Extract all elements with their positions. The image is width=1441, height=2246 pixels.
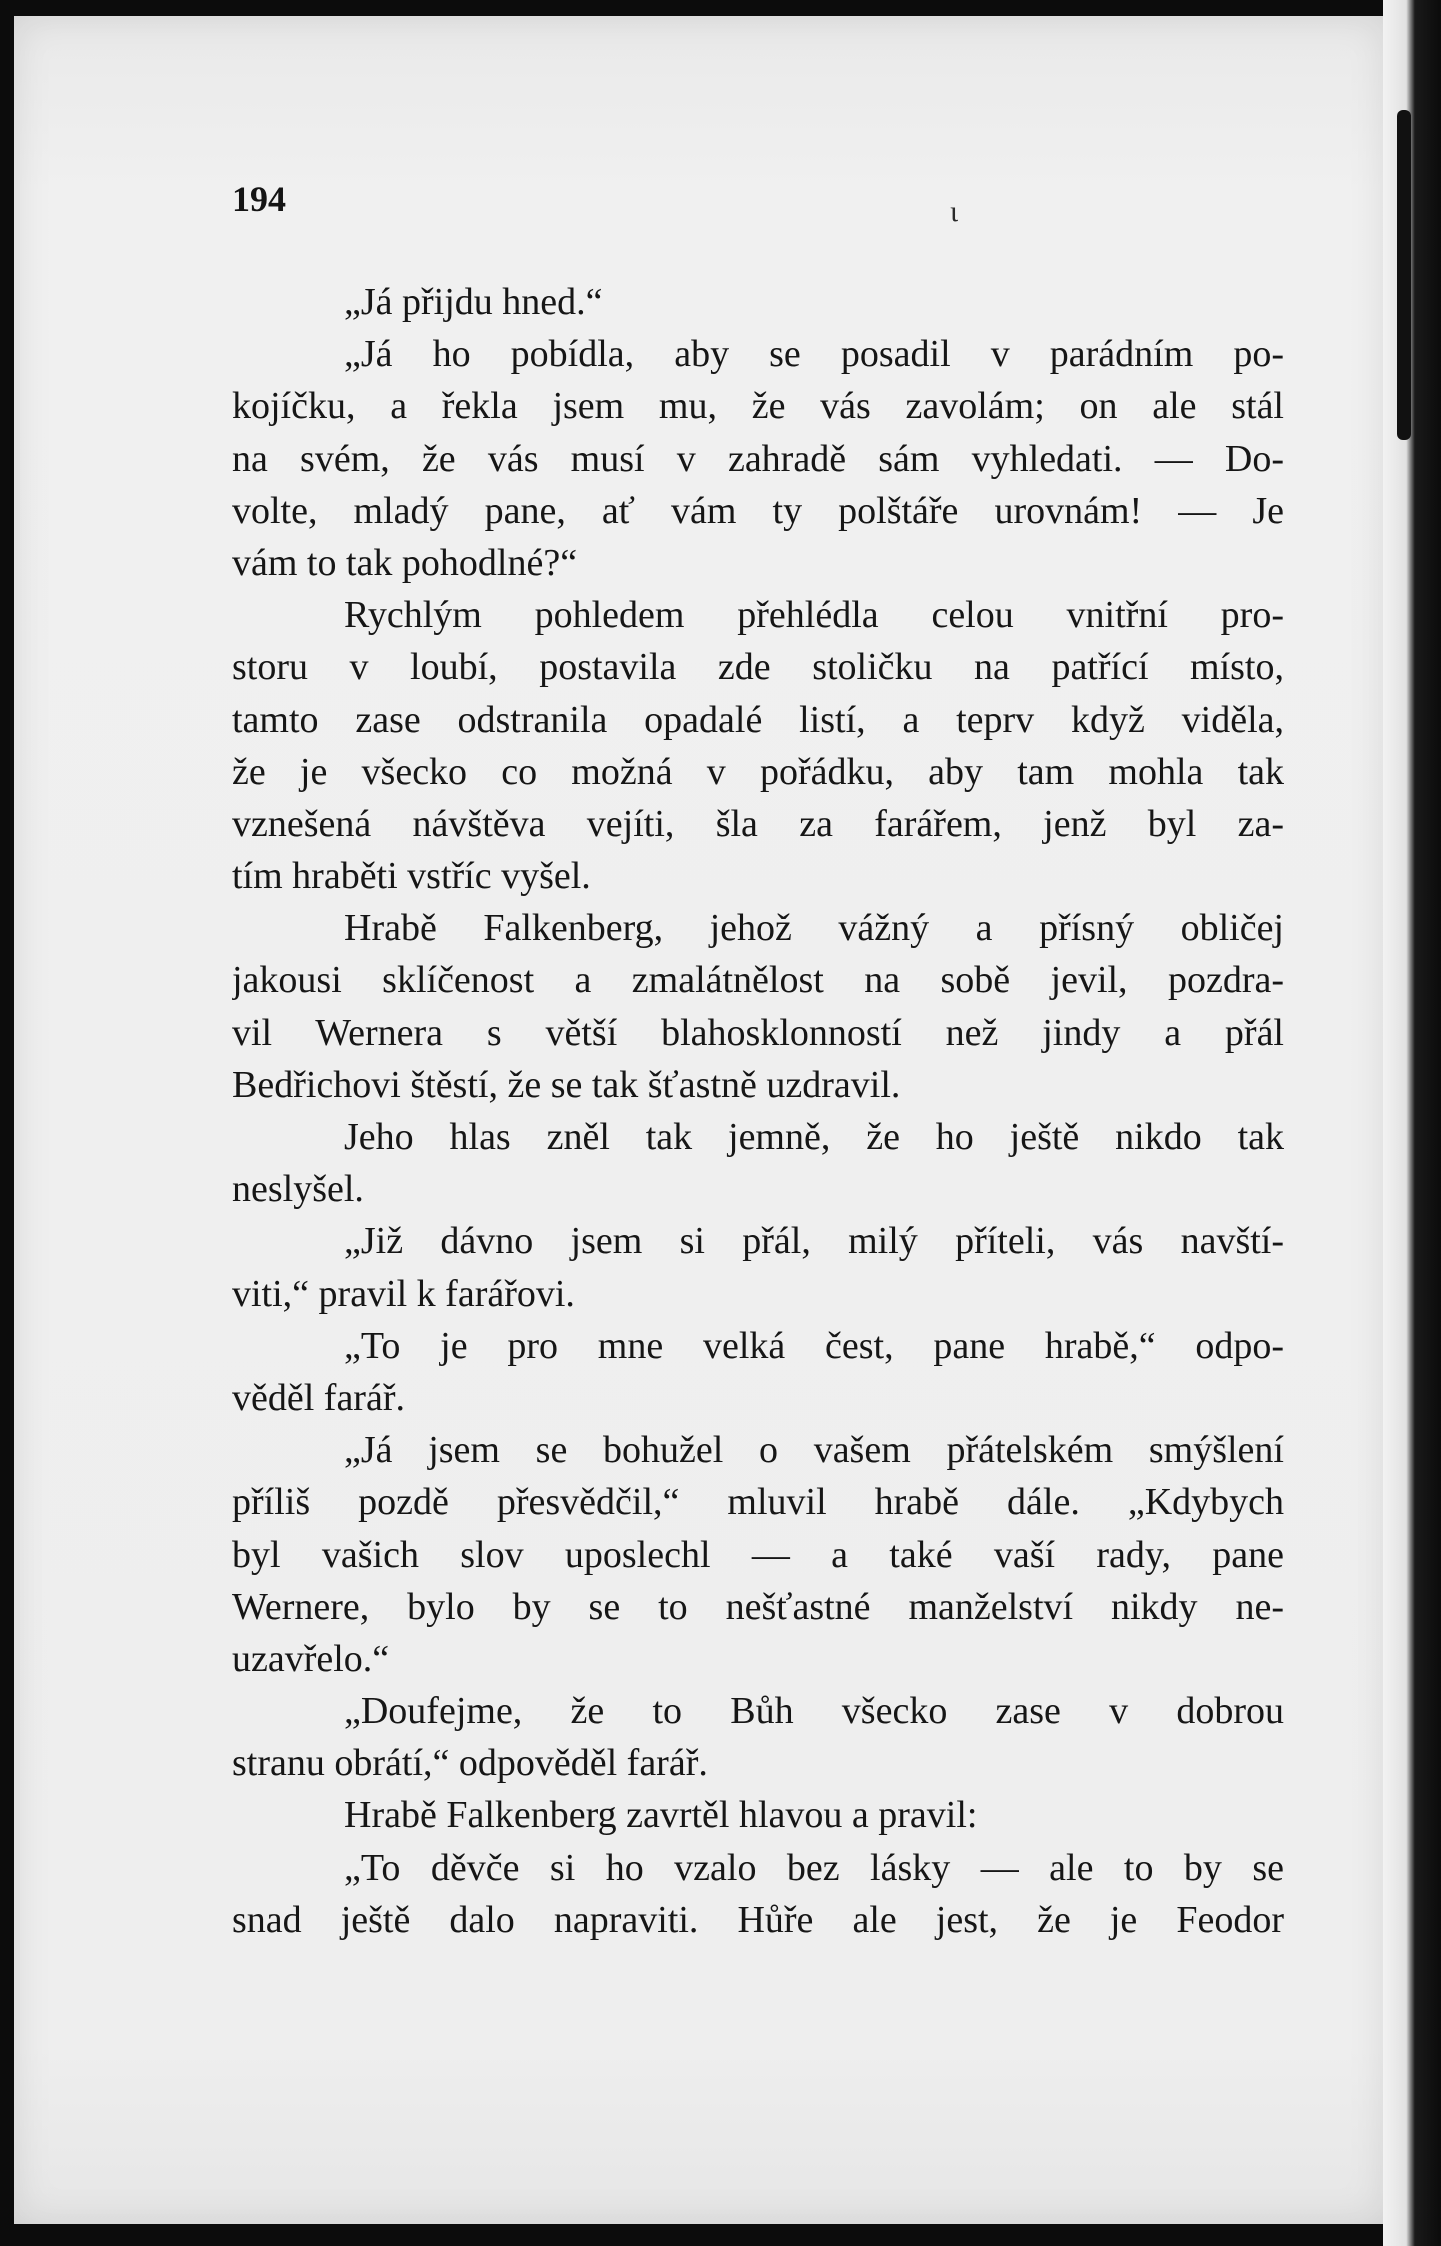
text-line: „Já přijdu hned.“: [344, 281, 603, 323]
text-line: byl vašich slov uposlechl — a také vaší rady, pane: [232, 1533, 1284, 1576]
text-line: Bedřichovi štěstí, že se tak šťastně uzdravil.: [232, 1063, 901, 1106]
text-line: stranu obrátí,“ odpověděl farář.: [232, 1742, 708, 1785]
text-line: „Doufejme, že to Bůh všecko zase v dobrou: [344, 1690, 1284, 1733]
text-line: jakousi sklíčenost a zmalátnělost na sobě jevil, pozdra-: [232, 959, 1284, 1002]
text-line: „Já jsem se bohužel o vašem přátelském smýšlení: [344, 1429, 1284, 1472]
stray-print-mark: ι: [950, 195, 959, 228]
text-line: „To je pro mne velká čest, pane hrabě,“ odpo-: [344, 1324, 1284, 1367]
page-number: 194: [232, 179, 286, 219]
text-line: věděl farář.: [232, 1376, 405, 1419]
text-line: Rychlým pohledem přehlédla celou vnitřní pro-: [344, 594, 1284, 637]
text-line: „Již dávno jsem si přál, milý příteli, vás navští-: [344, 1220, 1284, 1263]
body-text: [232, 276, 1284, 1946]
text-line: Wernere, bylo by se to nešťastné manželství nikdy ne-: [232, 1585, 1284, 1628]
text-line: vám to tak pohodlné?“: [232, 541, 578, 584]
text-line: neslyšel.: [232, 1168, 364, 1211]
text-line: Hrabě Falkenberg, jehož vážný a přísný obličej: [344, 907, 1284, 950]
text-line: uzavřelo.“: [232, 1637, 390, 1680]
text-line: storu v loubí, postavila zde stoličku na patřící místo,: [232, 646, 1284, 689]
text-line: viti,“ pravil k farářovi.: [232, 1272, 575, 1315]
binding-mark: [1397, 110, 1411, 440]
text-line: volte, mladý pane, ať vám ty polštáře urovnám! — Je: [232, 489, 1284, 532]
text-line: na svém, že vás musí v zahradě sám vyhledati. — Do-: [232, 437, 1284, 480]
text-line: kojíčku, a řekla jsem mu, že vás zavolám; on ale stál: [232, 385, 1284, 428]
text-line: že je všecko co možná v pořádku, aby tam mohla tak: [232, 750, 1284, 793]
text-line: tamto zase odstranila opadalé listí, a teprv když viděla,: [232, 698, 1284, 741]
text-line: Hrabě Falkenberg zavrtěl hlavou a pravil:: [344, 1794, 978, 1837]
text-line: vil Wernera s větší blahosklonností než jindy a přál: [232, 1011, 1284, 1054]
text-line: Jeho hlas zněl tak jemně, že ho ještě nikdo tak: [344, 1116, 1284, 1158]
text-line: snad ještě dalo napraviti. Hůře ale jest, že je Feodor: [232, 1898, 1284, 1941]
book-spine-edge: [1383, 0, 1441, 2246]
text-line: tím hraběti vstříc vyšel.: [232, 855, 591, 898]
text-line: „Já ho pobídla, aby se posadil v parádním po-: [344, 333, 1284, 376]
text-line: vznešená návštěva vejíti, šla za farářem, jenž byl za-: [232, 802, 1284, 845]
text-line: „To děvče si ho vzalo bez lásky — ale to by se: [344, 1846, 1284, 1889]
text-line: příliš pozdě přesvědčil,“ mluvil hrabě dále. „Kdybych: [232, 1481, 1284, 1524]
